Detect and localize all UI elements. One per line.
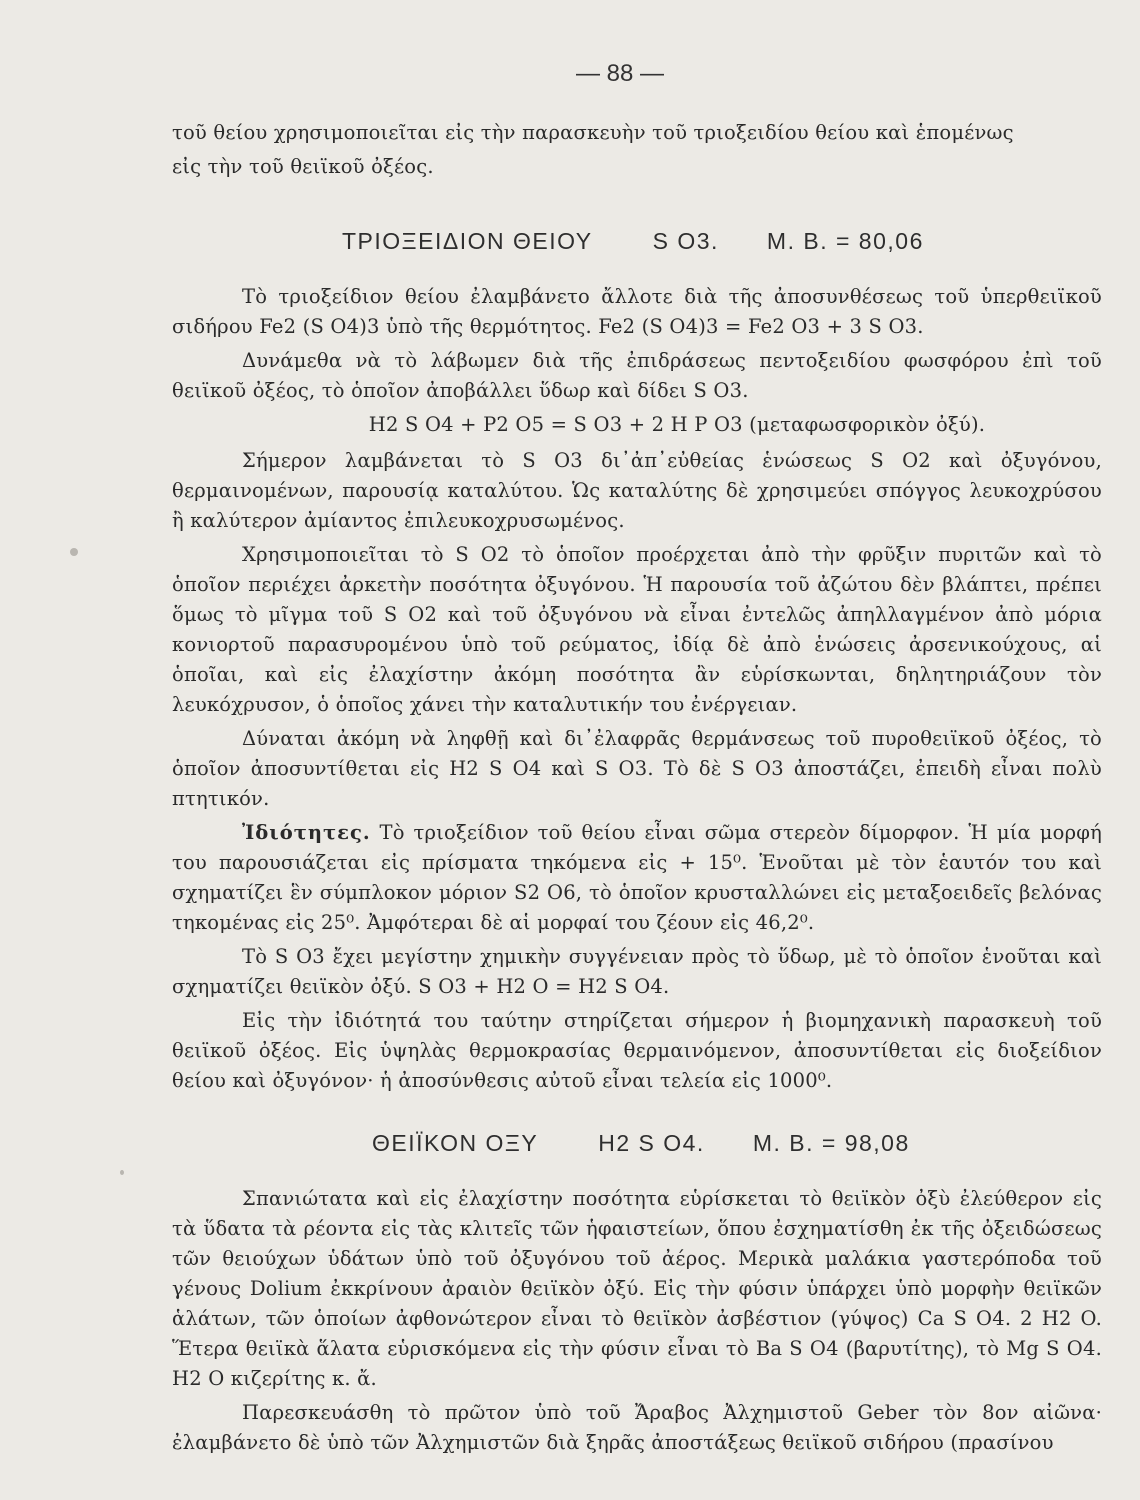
section-molecular-weight: Μ. Β. = 80,06 bbox=[766, 228, 924, 254]
section-formula: S O3. bbox=[652, 228, 719, 254]
section-title: ΤΡΙΟΞΕΙΔΙΟΝ ΘΕΙΟΥ bbox=[342, 228, 593, 254]
section-molecular-weight: Μ. Β. = 98,08 bbox=[752, 1130, 910, 1156]
paragraph: Χρησιμοποιεῖται τὸ S O2 τὸ ὁποῖον προέρχεται ἀπὸ τὴν φρῦξιν πυριτῶν καὶ τὸ ὁποῖον περιέχει ἀρκετὴν ποσότητα ὀξυγόνου. Ἡ παρουσία τοῦ ἀζώτου δὲν βλάπτει, πρέπει ὅμως τὸ μῖγμα τοῦ S O2 καὶ τοῦ ὀξυγόνου νὰ εἶναι ἐντελῶς ἀπηλλαγμένον ἀπὸ μόρια κονιορτοῦ παρασυρομένου ὑπὸ τοῦ ρεύματος, ἰδίᾳ δὲ ἀπὸ ἑνώσεις ἀρσενικούχους, αἱ ὁποῖαι, καὶ εἰς ἐλαχίστην ἀκόμη ποσότητα ἂν εὑρίσκωνται, δηλητηριάζουν τὸν λευκόχρυσον, ὁ ὁποῖος χάνει τὴν καταλυτικήν του ἐνέργειαν. bbox=[172, 543, 1102, 716]
paragraph: Παρεσκευάσθη τὸ πρῶτον ὑπὸ τοῦ Ἄραβος Ἀλχημιστοῦ Geber τὸν 8ον αἰῶνα· ἐλαμβάνετο δὲ ὑπὸ τῶν Ἀλχημιστῶν διὰ ξηρᾶς ἀποστάξεως θειϊκοῦ σιδήρου (πρασίνου bbox=[172, 1401, 1102, 1454]
paragraph: Τὸ S O3 ἔχει μεγίστην χημικὴν συγγένειαν πρὸς τὸ ὕδωρ, μὲ τὸ ὁποῖον ἑνοῦται καὶ σχηματίζει θειϊκὸν ὀξύ. S O3 + H2 O = H2 S O4. bbox=[172, 945, 1102, 998]
properties-term: Ἰδιότητες. bbox=[242, 821, 371, 844]
paper-spot bbox=[120, 1170, 124, 1175]
section-formula: H2 S O4. bbox=[598, 1130, 705, 1156]
paragraph: Σπανιώτατα καὶ εἰς ἐλαχίστην ποσότητα εὑρίσκεται τὸ θειϊκὸν ὀξὺ ἐλεύθερον εἰς τὰ ὕδατα τὰ ρέοντα εἰς τὰς κλιτεῖς τῶν ἡφαιστείων, ὅπου ἐσχηματίσθη ἐκ τῆς ὀξειδώσεως τῶν θειούχων ὑδάτων ὑπὸ τοῦ ὀξυγόνου τοῦ ἀέρος. Μερικὰ μαλάκια γαστερόποδα τοῦ γένους Dolium ἐκκρίνουν ἀραιὸν θειϊκὸν ὀξύ. Εἰς τὴν φύσιν ὑπάρχει ὑπὸ μορφὴν θειϊκῶν ἁλάτων, τῶν ὁποίων ἀφθονώτερον εἶναι τὸ θειϊκὸν ἀσβέστιον (γύψος) Ca S O4. 2 H2 O. Ἕτερα θειϊκὰ ἅλατα εὑρισκόμενα εἰς τὴν φύσιν εἶναι τὸ Ba S O4 (βαρυτίτης), τὸ Mg S O4. H2 O κιζερίτης κ. ἄ. bbox=[172, 1187, 1102, 1390]
properties-text: Τὸ τριοξείδιον τοῦ θείου εἶναι σῶμα στερεὸν δίμορφον. Ἡ μία μορφή του παρουσιάζεται εἰς πρίσματα τηκόμενα εἰς + 15⁰. Ἑνοῦται μὲ τὸν ἑαυτόν του καὶ σχηματίζει ἓν σύμπλοκον μόριον S2 O6, τὸ ὁποῖον κρυσταλλώνει εἰς μεταξοειδεῖς βελόνας τηκομένας εἰς 25⁰. Ἀμφότεραι δὲ αἱ μορφαί του ζέουν εἰς 46,2⁰. bbox=[172, 821, 1102, 934]
section-title: ΘΕΙΪΚΟΝ ΟΞΥ bbox=[372, 1130, 539, 1156]
chemical-equation: H2 S O4 + P2 O5 = S O3 + 2 H P O3 (μεταφωσφορικὸν ὀξύ). bbox=[368, 413, 986, 436]
properties-paragraph bbox=[172, 818, 1102, 938]
paragraph: Σήμερον λαμβάνεται τὸ S O3 δι᾽ἀπ᾽εὐθείας ἑνώσεως S O2 καὶ ὀξυγόνου, θερμαινομένων, παρουσίᾳ καταλύτου. Ὡς καταλύτης δὲ χρησιμεύει σπόγγος λευκοχρύσου ἢ καλύτερον ἀμίαντος ἐπιλευκοχρυσωμένος. bbox=[172, 449, 1102, 532]
intro-line-1: τοῦ θείου χρησιμοποιεῖται εἰς τὴν παρασκευὴν τοῦ τριοξειδίου θείου καὶ ἑπομένως bbox=[172, 121, 1014, 144]
section-heading-sulfuric-acid bbox=[172, 1128, 1102, 1158]
page-number: — 88 — bbox=[575, 60, 665, 87]
section-heading-sulfur-trioxide bbox=[172, 226, 1102, 256]
paragraph: Τὸ τριοξείδιον θείου ἐλαμβάνετο ἄλλοτε διὰ τῆς ἀποσυνθέσεως τοῦ ὑπερθειϊκοῦ σιδήρου Fe2 (S O4)3 ὑπὸ τῆς θερμότητος. Fe2 (S O4)3 = Fe2 O3 + 3 S O3. bbox=[172, 285, 1102, 338]
paragraph: Δυνάμεθα νὰ τὸ λάβωμεν διὰ τῆς ἐπιδράσεως πεντοξειδίου φωσφόρου ἐπὶ τοῦ θειϊκοῦ ὀξέος, τὸ ὁποῖον ἀποβάλλει ὕδωρ καὶ δίδει S O3. bbox=[172, 349, 1102, 402]
paragraph: Δύναται ἀκόμη νὰ ληφθῇ καὶ δι᾽ἐλαφρᾶς θερμάνσεως τοῦ πυροθειϊκοῦ ὀξέος, τὸ ὁποῖον ἀποσυντίθεται εἰς H2 S O4 καὶ S O3. Τὸ δὲ S O3 ἀποστάζει, ἐπειδὴ εἶναι πολὺ πτητικόν. bbox=[172, 727, 1102, 810]
page-body bbox=[172, 118, 1102, 1462]
intro-line-2: εἰς τὴν τοῦ θειϊκοῦ ὀξέος. bbox=[172, 155, 434, 178]
paragraph: Εἰς τὴν ἰδιότητά του ταύτην στηρίζεται σήμερον ἡ βιομηχανικὴ παρασκευὴ τοῦ θειϊκοῦ ὀξέος. Εἰς ὑψηλὰς θερμοκρασίας θερμαινόμενον, ἀποσυντίθεται εἰς διοξείδιον θείου καὶ ὀξυγόνον· ἡ ἀποσύνθεσις αὐτοῦ εἶναι τελεία εἰς 1000⁰. bbox=[172, 1009, 1102, 1092]
paper-spot bbox=[70, 548, 78, 556]
